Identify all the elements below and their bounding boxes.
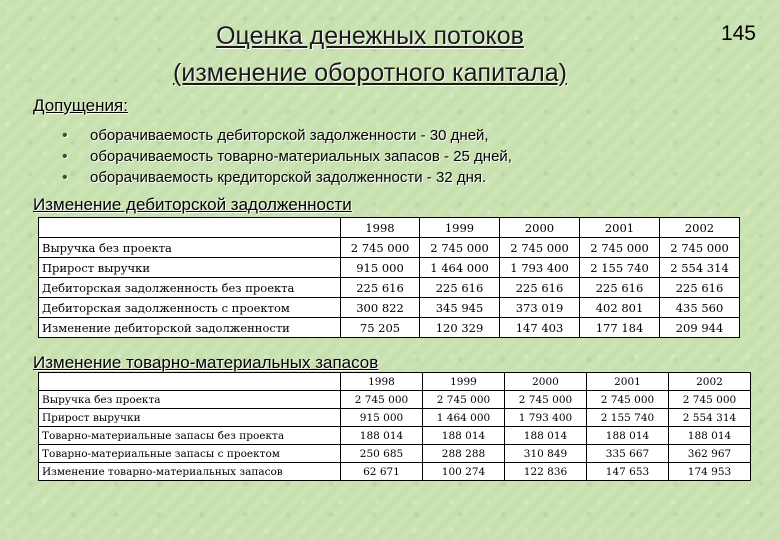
inventory-heading: Изменение товарно-материальных запасов bbox=[33, 353, 379, 372]
year-header: 2001 bbox=[587, 373, 669, 391]
table-header-row bbox=[39, 218, 740, 238]
row-label: Товарно-материальные запасы с проектом bbox=[39, 445, 341, 463]
bullet-icon: • bbox=[62, 127, 68, 144]
table-row: Выручка без проекта 2 745 000 2 745 000 2 745 000 2 745 000 2 745 000 bbox=[39, 238, 740, 258]
assumption-item: • оборачиваемость кредиторской задолженности - 32 дня. bbox=[62, 169, 487, 186]
page-number: 145 bbox=[720, 22, 756, 45]
row-label: Изменение товарно-материальных запасов bbox=[39, 463, 341, 481]
year-header: 1999 bbox=[420, 218, 500, 238]
table-row: Изменение дебиторской задолженности 75 205 120 329 147 403 177 184 209 944 bbox=[39, 318, 740, 338]
assumptions-list bbox=[62, 125, 512, 188]
assumption-item: • оборачиваемость товарно-материальных запасов - 25 дней, bbox=[62, 148, 512, 165]
table-header-row bbox=[39, 373, 751, 391]
row-label: Выручка без проекта bbox=[39, 391, 341, 409]
year-header: 2002 bbox=[669, 373, 751, 391]
row-label: Товарно-материальные запасы без проекта bbox=[39, 427, 341, 445]
year-header: 1998 bbox=[341, 373, 423, 391]
row-label: Дебиторская задолженность без проекта bbox=[39, 278, 341, 298]
row-label: Прирост выручки bbox=[39, 409, 341, 427]
row-label: Дебиторская задолженность с проектом bbox=[39, 298, 341, 318]
year-header: 1998 bbox=[341, 218, 420, 238]
year-header: 1999 bbox=[423, 373, 505, 391]
table-row: Дебиторская задолженность с проектом 300 822 345 945 373 019 402 801 435 560 bbox=[39, 298, 740, 318]
bullet-icon: • bbox=[62, 148, 68, 165]
year-header: 2000 bbox=[500, 218, 580, 238]
receivables-table bbox=[38, 217, 740, 338]
slide-title-line1: Оценка денежных потоков bbox=[216, 22, 524, 50]
table-row: Товарно-материальные запасы с проектом 250 685 288 288 310 849 335 667 362 967 bbox=[39, 445, 751, 463]
assumptions-heading: Допущения: bbox=[33, 96, 128, 115]
bullet-icon: • bbox=[62, 169, 68, 186]
table-row: Дебиторская задолженность без проекта 225 616 225 616 225 616 225 616 225 616 bbox=[39, 278, 740, 298]
inventory-table bbox=[38, 372, 751, 481]
table-row: Выручка без проекта 2 745 000 2 745 000 2 745 000 2 745 000 2 745 000 bbox=[39, 391, 751, 409]
slide-title-line2: (изменение оборотного капитала) bbox=[173, 59, 567, 87]
table-row: Изменение товарно-материальных запасов 62 671 100 274 122 836 147 653 174 953 bbox=[39, 463, 751, 481]
table-row: Товарно-материальные запасы без проекта 188 014 188 014 188 014 188 014 188 014 bbox=[39, 427, 751, 445]
year-header: 2002 bbox=[660, 218, 740, 238]
assumption-item: • оборачиваемость дебиторской задолженности - 30 дней, bbox=[62, 127, 489, 144]
table-row: Прирост выручки 915 000 1 464 000 1 793 400 2 155 740 2 554 314 bbox=[39, 258, 740, 278]
row-label: Прирост выручки bbox=[39, 258, 341, 278]
year-header: 2000 bbox=[505, 373, 587, 391]
row-label: Выручка без проекта bbox=[39, 238, 341, 258]
receivables-heading: Изменение дебиторской задолженности bbox=[33, 195, 352, 214]
year-header: 2001 bbox=[580, 218, 660, 238]
table-row: Прирост выручки 915 000 1 464 000 1 793 400 2 155 740 2 554 314 bbox=[39, 409, 751, 427]
row-label: Изменение дебиторской задолженности bbox=[39, 318, 341, 338]
